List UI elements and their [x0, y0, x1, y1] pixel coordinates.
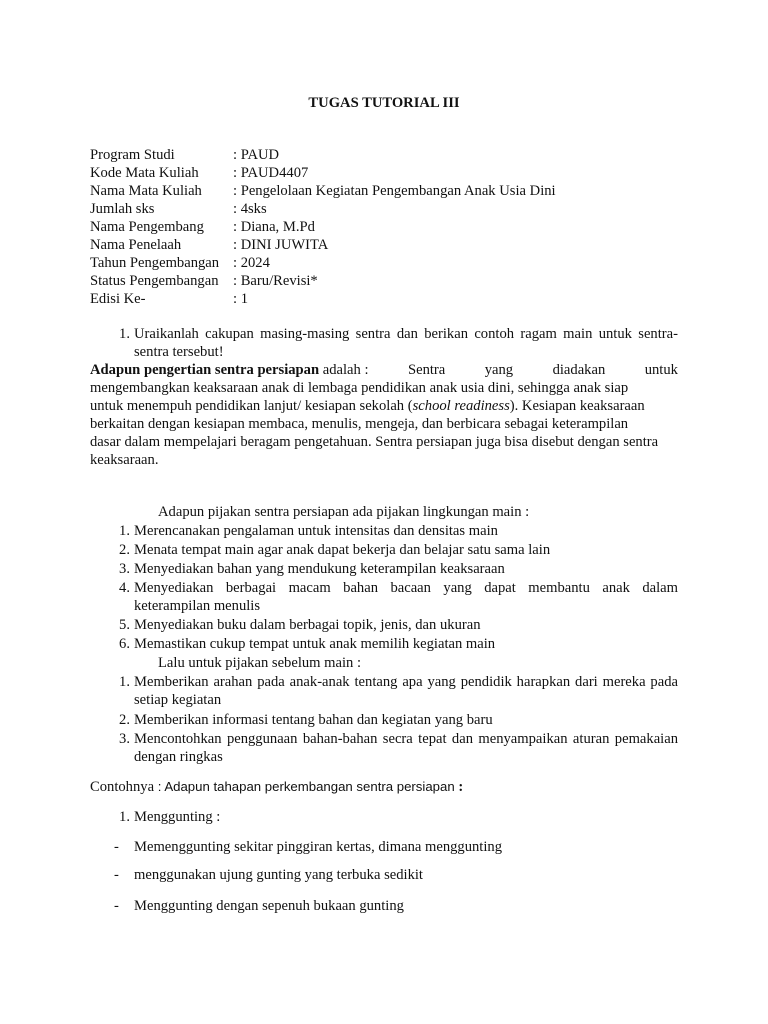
info-label: Program Studi [90, 147, 175, 163]
info-value: : 1 [233, 291, 248, 307]
dash-text: Menggunting dengan sepenuh bukaan gunting [134, 898, 404, 914]
dash-bullet: - [114, 867, 119, 883]
question-item [90, 325, 678, 361]
dash-bullet: - [114, 898, 119, 914]
info-row [90, 218, 556, 236]
contoh-colon: : [458, 779, 464, 795]
info-value: : PAUD4407 [233, 165, 309, 181]
answer-line [90, 397, 678, 415]
info-row [90, 254, 556, 272]
contoh-label: Contohnya [90, 779, 155, 795]
answer-bold-lead: Adapun pengertian sentra persiapan [90, 362, 320, 378]
list-text: Mencontohkan penggunaan bahan-bahan secra tepat dan menyampaikan aturan pemakaian dengan ringkas [134, 731, 678, 765]
list-number: 2. [119, 542, 130, 558]
list-number: 2. [119, 712, 130, 728]
answer-line [90, 415, 678, 433]
list-number: 3. [119, 561, 130, 577]
answer-paragraph [90, 361, 678, 469]
list-number: 3. [119, 731, 130, 747]
info-value: : 2024 [233, 255, 270, 271]
pijakan-intro: Adapun pijakan sentra persiapan ada pijakan lingkungan main : [158, 504, 530, 520]
info-value: : DINI JUWITA [233, 237, 329, 253]
contoh-text: : Adapun tahapan perkembangan sentra persiapan [157, 779, 455, 794]
list-text: Menyediakan bahan yang mendukung keterampilan keaksaraan [134, 561, 505, 577]
answer-word: yang [484, 362, 514, 378]
info-value: : Diana, M.Pd [233, 219, 315, 235]
info-label: Tahun Pengembangan [90, 255, 220, 271]
list-number: 1. [119, 523, 130, 539]
answer-line-text: mengembangkan keaksaraan anak di lembaga pendidikan anak usia dini, sehingga anak siap [90, 380, 629, 396]
info-row [90, 200, 556, 218]
list-number: 5. [119, 617, 130, 633]
info-row [90, 182, 556, 200]
dash-bullet: - [114, 839, 119, 855]
info-label: Nama Penelaah [90, 237, 182, 253]
answer-line [90, 451, 678, 469]
dash-item [90, 866, 678, 884]
list-number: 4. [119, 580, 130, 596]
document-title: TUGAS TUTORIAL III [308, 95, 460, 111]
list-item [90, 711, 678, 729]
list-number: 6. [119, 636, 130, 652]
info-label: Nama Pengembang [90, 219, 204, 235]
info-label: Status Pengembangan [90, 273, 219, 289]
list-item [90, 673, 678, 709]
info-value: : 4sks [233, 201, 267, 217]
dash-item [90, 838, 678, 856]
list-text: Merencanakan pengalaman untuk intensitas dan densitas main [134, 523, 498, 539]
info-row [90, 146, 556, 164]
list-item [90, 730, 678, 766]
list-item [90, 560, 678, 578]
answer-word: untuk [644, 362, 678, 378]
info-value: : Pengelolaan Kegiatan Pengembangan Anak Usia Dini [233, 183, 556, 199]
list-item [90, 522, 678, 540]
contoh-line [90, 778, 678, 796]
answer-word: Sentra [407, 362, 446, 378]
sebelum-intro: Lalu untuk pijakan sebelum main : [158, 655, 362, 671]
info-row [90, 236, 556, 254]
dash-item [90, 897, 678, 915]
info-label: Jumlah sks [90, 201, 155, 217]
list-text: Memberikan arahan pada anak-anak tentang apa yang pendidik harapkan dari mereka pada setiap kegiatan [134, 674, 678, 708]
dash-text: menggunakan ujung gunting yang terbuka sedikit [134, 867, 423, 883]
answer-line [90, 433, 678, 451]
info-label: Nama Mata Kuliah [90, 183, 202, 199]
list-item [90, 616, 678, 634]
answer-line [90, 361, 678, 379]
info-row [90, 272, 556, 290]
list-text: Memastikan cukup tempat untuk anak memilih kegiatan main [134, 636, 496, 652]
course-info-table [90, 146, 556, 308]
list-item [90, 635, 678, 653]
info-row [90, 164, 556, 182]
info-label: Edisi Ke- [90, 291, 146, 307]
info-value: : Baru/Revisi* [233, 273, 318, 289]
list-text: Menyediakan berbagai macam bahan bacaan yang dapat membantu anak dalam keterampilan menulis [134, 580, 678, 614]
list-number: 1. [119, 674, 130, 690]
answer-line-text: dasar dalam mempelajari beragam pengetahuan. Sentra persiapan juga bisa disebut dengan sentra [90, 434, 659, 450]
answer-line [90, 379, 678, 397]
answer-lead-rest: adalah : [322, 362, 369, 378]
info-row [90, 290, 556, 308]
answer-line-text: ). Kesiapan keaksaraan [509, 398, 645, 414]
answer-line-text: berkaitan dengan kesiapan membaca, menulis, mengeja, dan berbicara sebagai keterampilan [90, 416, 629, 432]
answer-italic-term: school readiness [412, 398, 510, 414]
answer-line-text: keaksaraan. [90, 452, 159, 468]
answer-word: diadakan [552, 362, 606, 378]
answer-line-text: untuk menempuh pendidikan lanjut/ kesiapan sekolah ( [90, 398, 413, 414]
list-text: Menyediakan buku dalam berbagai topik, jenis, dan ukuran [134, 617, 481, 633]
info-value: : PAUD [233, 147, 280, 163]
list-item [90, 579, 678, 615]
dash-text: Memenggunting sekitar pinggiran kertas, dimana menggunting [134, 839, 503, 855]
list-item [90, 541, 678, 559]
list-text: Memberikan informasi tentang bahan dan kegiatan yang baru [134, 712, 493, 728]
question-number: 1. [119, 326, 130, 342]
list-text: Menata tempat main agar anak dapat bekerja dan belajar satu sama lain [134, 542, 551, 558]
list-number: 1. [119, 809, 130, 825]
tahapan-head [90, 808, 678, 826]
info-label: Kode Mata Kuliah [90, 165, 199, 181]
list-text: Menggunting : [134, 809, 221, 825]
question-text: Uraikanlah cakupan masing-masing sentra dan berikan contoh ragam main untuk sentra-sentra tersebut! [134, 326, 678, 360]
